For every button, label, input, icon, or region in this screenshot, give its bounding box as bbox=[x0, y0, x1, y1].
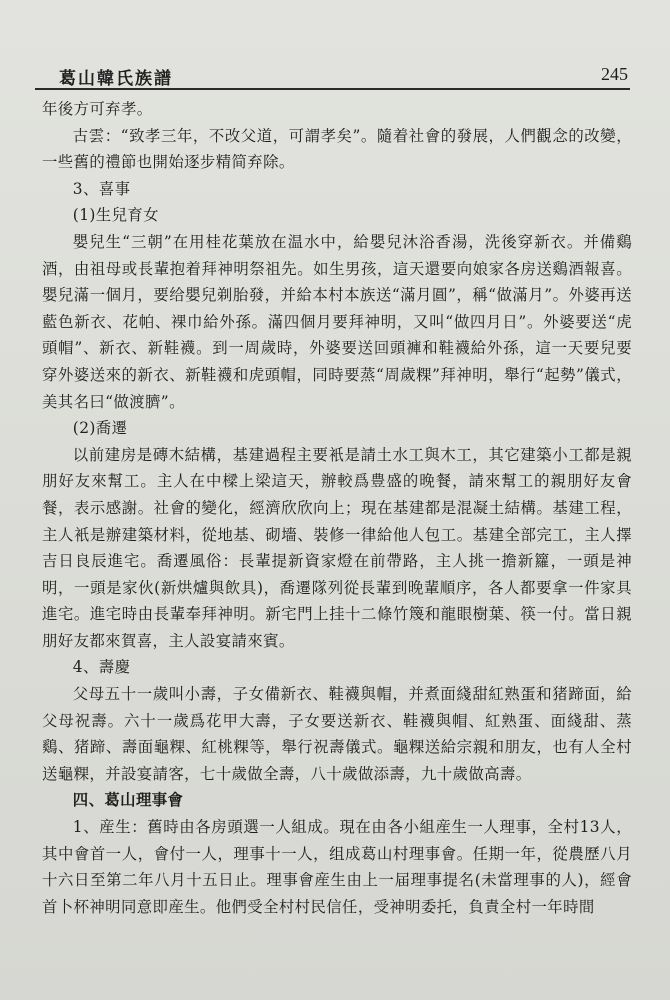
paragraph-mourning-end: 年後方可弃孝。 bbox=[42, 100, 153, 118]
heading-birthday: 4、壽慶 bbox=[72, 658, 131, 677]
heading-happy-events: 3、喜事 bbox=[72, 179, 131, 198]
paragraph-moving-house: 以前建房是磚木結構，基建過程主要衹是請土水工與木工，其它建築小工都是親朋好友來幫工。主人在中樑上梁這天，辦較爲豊盛的晚餐，請來幫工的親朋好友會餐，表示感謝。社會的變化，經濟欣欣向上；現在基建都是混凝土結構。基建工程，主人衹是辦建築材料，從地基、砌墻、裝修一律給他人包工。基建全部完工，主人擇吉日良辰進宅。喬遷風俗：長輩提新資家燈在前帶路，主人挑一擔新籮，一頭是神明，一頭是家伙(新烘爐與飲具)，喬遷隊列從長輩到晚輩順序，各人都要拿一件家具進宅。進宅時由長輩奉拜神明。新宅門上挂十二條竹篾和龍眼樹葉、筷一付。當日親朋好友都來賀喜，主人設宴請來賓。 bbox=[42, 445, 632, 650]
page-content bbox=[42, 96, 632, 920]
page-number: 245 bbox=[601, 64, 628, 84]
heading-moving-house: (2)喬遷 bbox=[72, 419, 128, 438]
page-header bbox=[35, 62, 630, 90]
paragraph-ancient-saying: 古雲：“致孝三年，不改父道，可謂孝矣”。隨着社會的發展，人們觀念的改變，一些舊的禮節也開始逐步精简弃除。 bbox=[42, 126, 632, 172]
heading-childbirth: (1)生兒育女 bbox=[72, 206, 159, 225]
paragraph-birthday: 父母五十一歲叫小壽，子女備新衣、鞋襪與帽，并煮面綫甜紅熟蛋和猪蹄面，給父母祝壽。六十一歲爲花甲大壽，子女要送新衣、鞋襪與帽、紅熟蛋、面綫甜、蒸鷄、猪蹄、壽面龜粿、紅桃粿等，舉行祝壽儀式。龜粿送給宗親和朋友，也有人全村送龜粿，并設宴請客，七十歲做全壽，八十歲做添壽，九十歲做高壽。 bbox=[42, 685, 632, 783]
heading-council: 四、葛山理事會 bbox=[72, 791, 184, 810]
book-title: 葛山韓氏族譜 bbox=[59, 69, 173, 89]
paragraph-council-formation: 1、産生：舊時由各房頭選一人組成。現在由各小組産生一人理事，全村13人，其中會首一人，會付一人，理事十一人，组成葛山村理事會。任期一年，從農歷八月十六日至第二年八月十五日止。理事會産生由上一届理事提名(未當理事的人)，經會首卜杯神明同意即産生。他們受全村村民信任，受神明委托，負責全村一年時間 bbox=[42, 818, 632, 916]
paragraph-childbirth: 嬰兒生“三朝”在用桂花葉放在温水中，給嬰兒沐浴香湯，洗後穿新衣。并備鷄酒，由祖母或長輩抱着拜神明祭祖先。如生男孩，這天還要向娘家各房送鷄酒報喜。嬰兒滿一個月，要给嬰兒剃胎發，并給本村本族送“滿月圓”，稱“做滿月”。外婆再送藍色新衣、花帕、裸巾給外孫。滿四個月要拜神明，又叫“做四月日”。外婆要送“虎頭帽”、新衣、新鞋襪。到一周歲時，外婆要送回頭褲和鞋襪給外孫，這一天要兒要穿外婆送來的新衣、新鞋襪和虎頭帽，同時要蒸“周歲粿”拜神明，舉行“起勢”儀式，美其名曰“做渡臍”。 bbox=[42, 232, 632, 411]
